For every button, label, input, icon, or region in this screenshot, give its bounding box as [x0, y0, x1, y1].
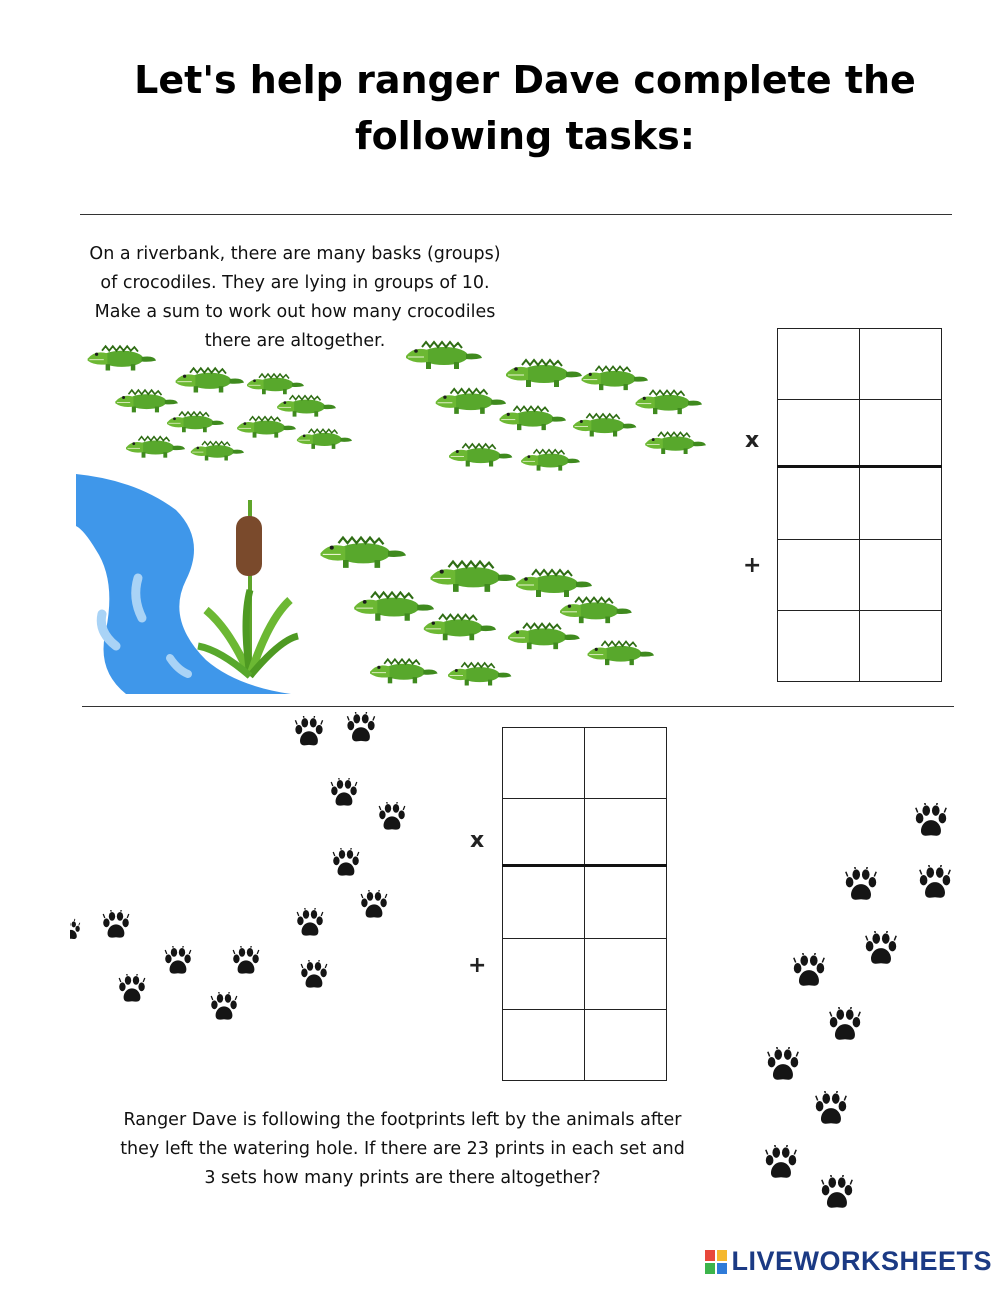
crocodile-icon	[449, 444, 512, 467]
paw-print-icon	[830, 1005, 860, 1040]
paw-trail-right	[750, 795, 970, 1225]
paw-print-icon	[866, 929, 896, 964]
digit-input[interactable]	[585, 728, 670, 800]
crocodile-icon	[424, 615, 496, 641]
multiply-sign: x	[470, 828, 485, 853]
grid-cell[interactable]	[859, 466, 942, 540]
digit-input[interactable]	[860, 400, 945, 468]
crocodile-icon	[645, 432, 706, 454]
crocodile-icon	[277, 396, 336, 417]
task2-line: 3 sets how many prints are there altogether?	[204, 1168, 601, 1188]
paw-print-icon	[916, 801, 946, 836]
crocodile-icon	[636, 391, 703, 415]
paw-print-icon	[794, 951, 824, 986]
crocodile-icon	[321, 538, 407, 568]
grid-cell[interactable]	[777, 610, 860, 682]
cattail-icon	[190, 490, 300, 680]
grid-cell[interactable]	[777, 539, 860, 611]
paw-print-icon	[379, 800, 405, 829]
paw-print-icon	[361, 888, 387, 917]
paw-print-icon	[816, 1089, 846, 1124]
digit-input[interactable]	[585, 799, 670, 867]
task1-line: there are altogether.	[204, 331, 386, 351]
paw-print-icon	[119, 972, 145, 1001]
digit-input[interactable]	[860, 329, 945, 401]
paw-trail-left	[70, 710, 420, 1030]
task2-line: Ranger Dave is following the footprints left by the animals after	[123, 1110, 682, 1130]
crocodile-icon	[297, 429, 352, 449]
grid-cell[interactable]	[859, 399, 942, 467]
grid-cell[interactable]	[584, 727, 667, 799]
digit-input[interactable]	[860, 540, 945, 612]
digit-input[interactable]	[585, 1010, 670, 1082]
answer-line	[502, 864, 667, 867]
task1-line: On a riverbank, there are many basks (groups)	[89, 244, 501, 264]
crocodile-icon	[448, 663, 511, 686]
grid-cell[interactable]	[502, 865, 585, 939]
digit-input[interactable]	[778, 540, 863, 612]
crocodile-icon	[436, 389, 506, 414]
paw-print-icon	[846, 865, 876, 900]
task1-line: of crocodiles. They are lying in groups of 10.	[100, 273, 490, 293]
crocodile-icon	[126, 437, 185, 458]
grid-cell[interactable]	[584, 865, 667, 939]
paw-print-icon	[766, 1143, 796, 1178]
digit-input[interactable]	[860, 611, 945, 683]
digit-input[interactable]	[503, 866, 588, 940]
plus-sign: +	[468, 953, 487, 978]
crocodile-group-1	[84, 340, 354, 470]
crocodile-group-2	[402, 335, 712, 475]
paw-print-icon	[70, 919, 80, 939]
crocodile-icon	[176, 368, 244, 392]
crocodile-icon	[167, 412, 224, 432]
paw-print-icon	[920, 863, 950, 898]
paw-print-icon	[301, 958, 327, 987]
grid-cell[interactable]	[777, 466, 860, 540]
task2-question	[80, 1106, 725, 1193]
crocodile-icon	[237, 417, 296, 438]
task2-answer-grid	[502, 727, 667, 1081]
brand-name: LIVEWORKSHEETS	[731, 1246, 992, 1276]
paw-print-icon	[347, 710, 374, 741]
grid-cell[interactable]	[502, 727, 585, 799]
digit-input[interactable]	[585, 939, 670, 1011]
grid-cell[interactable]	[502, 798, 585, 866]
crocodile-icon	[582, 367, 649, 391]
task1-line: Make a sum to work out how many crocodiles	[94, 302, 496, 322]
paw-print-icon	[822, 1173, 852, 1208]
task1-answer-grid	[777, 328, 942, 682]
digit-input[interactable]	[503, 939, 588, 1011]
digit-input[interactable]	[503, 799, 588, 867]
paw-print-icon	[233, 944, 259, 973]
grid-cell[interactable]	[584, 938, 667, 1010]
task2-line: they left the watering hole. If there are 23 prints in each set and	[120, 1139, 685, 1159]
liveworksheets-logo	[704, 1246, 992, 1277]
divider-middle	[82, 706, 954, 707]
grid-cell[interactable]	[777, 399, 860, 467]
paw-print-icon	[103, 908, 129, 937]
grid-cell[interactable]	[502, 938, 585, 1010]
crocodile-icon	[406, 342, 482, 369]
digit-input[interactable]	[778, 329, 863, 401]
crocodile-icon	[516, 570, 592, 597]
paw-print-icon	[295, 714, 322, 745]
grid-cell[interactable]	[584, 798, 667, 866]
crocodile-icon	[573, 414, 636, 437]
crocodile-icon	[88, 346, 156, 370]
grid-cell[interactable]	[859, 328, 942, 400]
crocodile-icon	[521, 450, 580, 471]
crocodile-icon	[506, 360, 582, 387]
digit-input[interactable]	[503, 1010, 588, 1082]
divider-top	[80, 214, 952, 215]
digit-input[interactable]	[778, 400, 863, 468]
crocodile-icon	[508, 624, 580, 650]
crocodile-icon	[560, 598, 632, 624]
paw-print-icon	[333, 846, 359, 875]
digit-input[interactable]	[503, 728, 588, 800]
digit-input[interactable]	[585, 866, 670, 940]
answer-line	[777, 465, 942, 468]
digit-input[interactable]	[778, 467, 863, 541]
crocodile-group-3	[316, 530, 656, 690]
crocodile-icon	[431, 562, 517, 592]
grid-cell[interactable]	[777, 328, 860, 400]
crocodile-icon	[354, 592, 434, 620]
multiply-sign: x	[745, 428, 760, 453]
paw-print-icon	[768, 1045, 798, 1080]
page-title: Let's help ranger Dave complete the following tasks:	[134, 58, 916, 158]
grid-cell[interactable]	[584, 1009, 667, 1081]
crocodile-icon	[588, 642, 655, 666]
grid-cell[interactable]	[502, 1009, 585, 1081]
paw-print-icon	[165, 944, 191, 973]
digit-input[interactable]	[860, 467, 945, 541]
paw-print-icon	[211, 990, 237, 1019]
logo-mark-icon	[704, 1249, 728, 1275]
crocodile-icon	[247, 374, 304, 394]
crocodile-icon	[115, 390, 178, 412]
grid-cell[interactable]	[859, 610, 942, 682]
grid-cell[interactable]	[859, 539, 942, 611]
paw-print-icon	[297, 906, 323, 935]
plus-sign: +	[743, 553, 762, 578]
digit-input[interactable]	[778, 611, 863, 683]
crocodile-icon	[500, 407, 567, 431]
crocodile-icon	[370, 659, 438, 683]
crocodile-icon	[191, 442, 244, 461]
paw-print-icon	[331, 776, 357, 805]
